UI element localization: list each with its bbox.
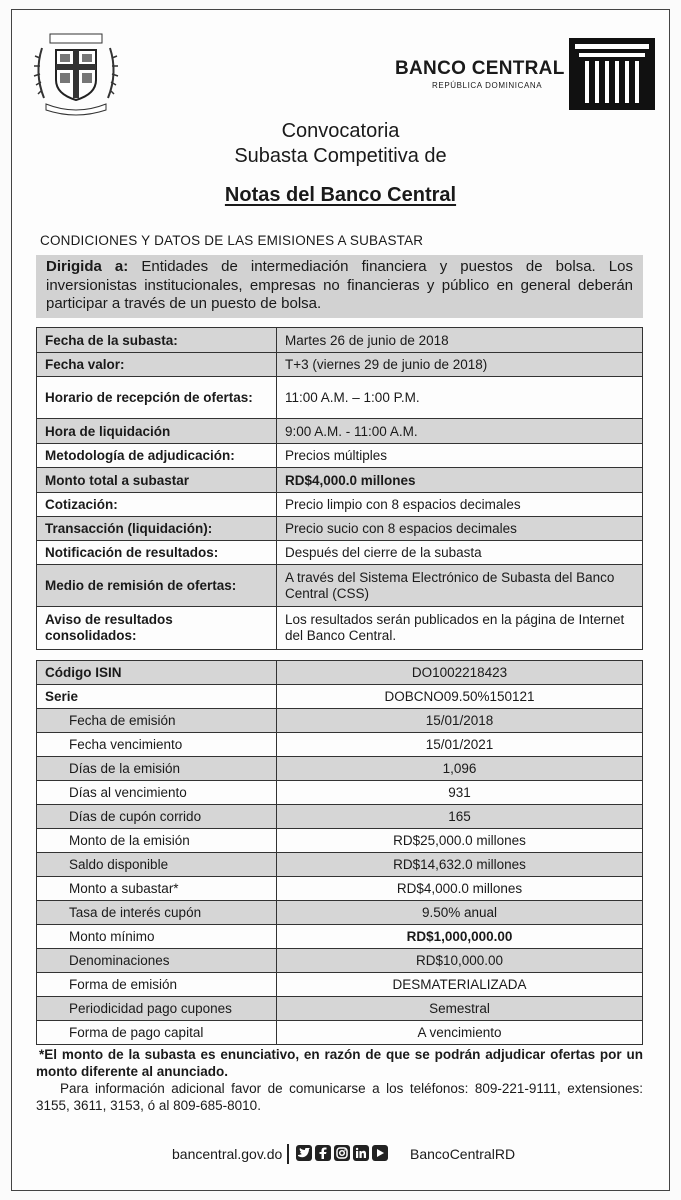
table-row [37,517,643,541]
term-label: Fecha de la subasta: [37,328,277,353]
detail-value: RD$4,000.0 millones [277,877,643,901]
table-row [37,829,643,853]
youtube-icon[interactable] [372,1145,388,1161]
table-row [37,709,643,733]
instagram-icon[interactable] [334,1145,350,1161]
detail-value: 165 [277,805,643,829]
bank-country: REPÚBLICA DOMINICANA [432,81,543,90]
table-row [37,377,643,419]
detail-value: RD$1,000,000.00 [277,925,643,949]
term-label: Horario de recepción de ofertas: [37,377,277,419]
detail-label: Monto a subastar* [37,877,277,901]
term-value: 11:00 A.M. – 1:00 P.M. [277,377,643,419]
term-value: 9:00 A.M. - 11:00 A.M. [277,419,643,444]
term-label: Cotización: [37,493,277,517]
table-row [37,805,643,829]
detail-label: Periodicidad pago cupones [37,997,277,1021]
detail-label: Monto de la emisión [37,829,277,853]
table-row [37,973,643,997]
table-row [37,493,643,517]
detail-label: Serie [37,685,277,709]
detail-value: DO1002218423 [277,661,643,685]
detail-label: Denominaciones [37,949,277,973]
detail-value: 1,096 [277,757,643,781]
table-row [37,607,643,650]
term-value: A través del Sistema Electrónico de Subasta del Banco Central (CSS) [277,565,643,607]
table-row [37,877,643,901]
term-label: Fecha valor: [37,353,277,377]
detail-value: 931 [277,781,643,805]
footer-divider [287,1144,289,1164]
term-label: Hora de liquidación [37,419,277,444]
detail-label: Días de la emisión [37,757,277,781]
term-value: Martes 26 de junio de 2018 [277,328,643,353]
dirigida-text: Entidades de intermediación financiera y puestos de bolsa. Los inversionistas institucionales, empresas no financieras y público en general deberán participar a través de un puesto de bolsa. [46,258,633,312]
facebook-icon[interactable] [315,1145,331,1161]
issue-details-table [36,660,643,1045]
term-value: Después del cierre de la subasta [277,541,643,565]
title-notas-text: Notas del Banco Central [224,184,457,206]
detail-value: A vencimiento [277,1021,643,1045]
twitter-icon[interactable] [296,1145,312,1161]
detail-label: Forma de emisión [37,973,277,997]
table-row [37,419,643,444]
contact-note: Para información adicional favor de comunicarse a los teléfonos: 809-221-9111, extensiones: 3155, 3611, 3153, ó al 809-685-8010. [36,1081,643,1113]
detail-value: RD$10,000.00 [277,949,643,973]
table-row [37,757,643,781]
table-row [37,685,643,709]
detail-value: DOBCNO09.50%150121 [277,685,643,709]
term-label: Monto total a subastar [37,468,277,493]
detail-label: Código ISIN [37,661,277,685]
detail-value: RD$25,000.0 millones [277,829,643,853]
table-row [37,468,643,493]
table-row [37,328,643,353]
auction-terms-table [36,327,643,650]
table-row [37,444,643,468]
dirigida-label: Dirigida a: [46,258,129,275]
term-value: T+3 (viernes 29 de junio de 2018) [277,353,643,377]
table-row [37,949,643,973]
table-row [37,901,643,925]
detail-label: Saldo disponible [37,853,277,877]
detail-label: Días de cupón corrido [37,805,277,829]
term-label: Metodología de adjudicación: [37,444,277,468]
table-row [37,853,643,877]
social-icons [296,1145,388,1161]
detail-value: 15/01/2018 [277,709,643,733]
term-label: Notificación de resultados: [37,541,277,565]
linkedin-icon[interactable] [353,1145,369,1161]
detail-label: Forma de pago capital [37,1021,277,1045]
table-row [37,1021,643,1045]
term-value: Los resultados serán publicados en la página de Internet del Banco Central. [277,607,643,650]
footer [0,1144,681,1168]
table-row [37,997,643,1021]
term-value: RD$4,000.0 millones [277,468,643,493]
title-subasta: Subasta Competitiva de [234,145,447,167]
title-notas [0,184,681,207]
coat-of-arms-icon [32,28,120,120]
website-link[interactable]: bancentral.gov.do [172,1146,283,1162]
detail-label: Fecha de emisión [37,709,277,733]
detail-label: Fecha vencimiento [37,733,277,757]
term-label: Medio de remisión de ofertas: [37,565,277,607]
term-label: Transacción (liquidación): [37,517,277,541]
term-value: Precios múltiples [277,444,643,468]
dirigida-box [36,255,643,318]
social-handle[interactable]: BancoCentralRD [410,1146,516,1162]
table-row [37,733,643,757]
banco-central-logo-icon [569,38,655,110]
detail-label: Tasa de interés cupón [37,901,277,925]
table-row [37,353,643,377]
term-label: Aviso de resultados consolidados: [37,607,277,650]
detail-label: Monto mínimo [37,925,277,949]
bank-name: BANCO CENTRAL [395,58,565,79]
table-row [37,565,643,607]
table-row [37,541,643,565]
table-row [37,661,643,685]
detail-label: Días al vencimiento [37,781,277,805]
table-row [37,925,643,949]
detail-value: RD$14,632.0 millones [277,853,643,877]
detail-value: 15/01/2021 [277,733,643,757]
term-value: Precio sucio con 8 espacios decimales [277,517,643,541]
header [0,0,681,120]
title-convocatoria: Convocatoria [281,120,400,142]
detail-value: 9.50% anual [277,901,643,925]
table-row [37,781,643,805]
asterisk-note: *El monto de la subasta es enunciativo, en razón de que se podrán adjudicar ofertas por un monto diferente al anunciado. [36,1047,643,1079]
detail-value: Semestral [277,997,643,1021]
conditions-heading: CONDICIONES Y DATOS DE LAS EMISIONES A SUBASTAR [40,233,424,248]
term-value: Precio limpio con 8 espacios decimales [277,493,643,517]
detail-value: DESMATERIALIZADA [277,973,643,997]
